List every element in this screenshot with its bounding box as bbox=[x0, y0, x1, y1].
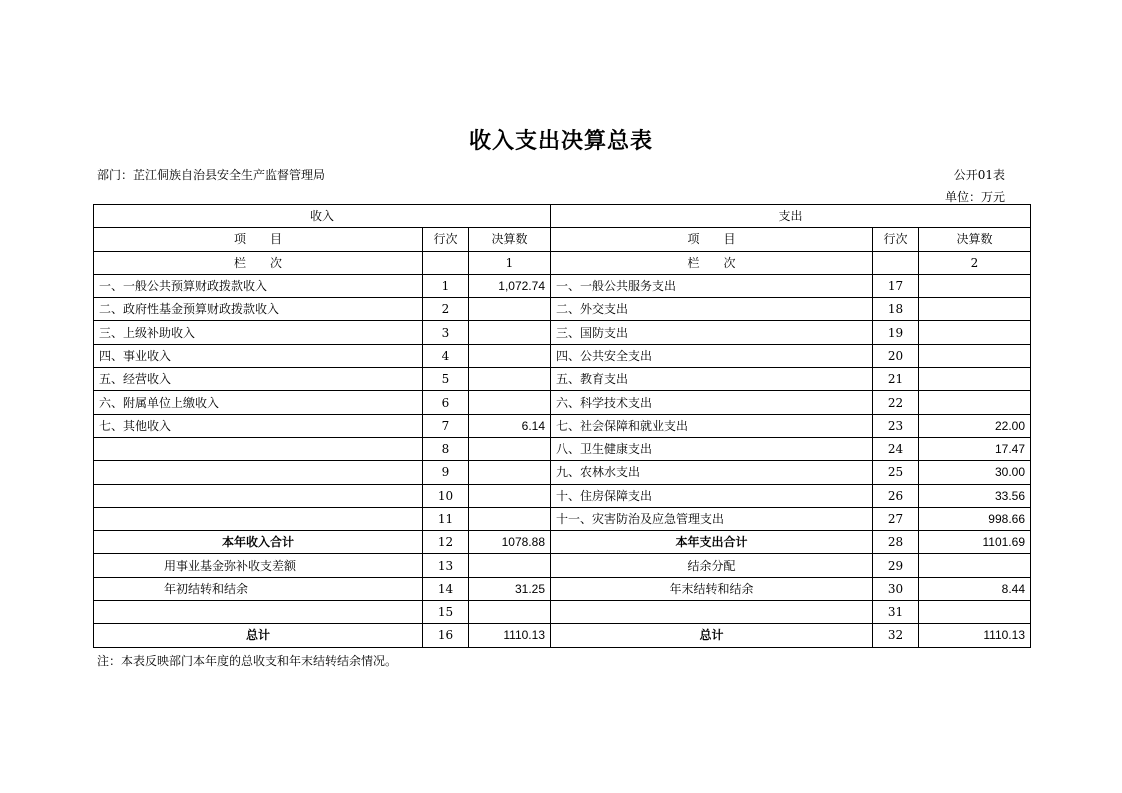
income-item: 总计 bbox=[94, 624, 423, 647]
expense-amount bbox=[919, 601, 1031, 624]
expense-line-number: 26 bbox=[873, 484, 919, 507]
expense-item: 总计 bbox=[551, 624, 873, 647]
income-amount: 1,072.74 bbox=[469, 274, 551, 297]
income-amount: 31.25 bbox=[469, 577, 551, 600]
income-amount bbox=[469, 507, 551, 530]
form-number: 公开01表 bbox=[953, 168, 1005, 182]
income-amount bbox=[469, 601, 551, 624]
expense-amount bbox=[919, 391, 1031, 414]
table-row bbox=[94, 414, 1031, 437]
expense-line-number: 19 bbox=[873, 321, 919, 344]
expense-line-number: 23 bbox=[873, 414, 919, 437]
expense-amount-header: 决算数 bbox=[919, 228, 1031, 251]
expense-item: 六、科学技术支出 bbox=[551, 391, 873, 414]
footnote: 注：本表反映部门本年度的总收支和年末结转结余情况。 bbox=[97, 654, 398, 668]
income-amount bbox=[469, 484, 551, 507]
column-number-row bbox=[94, 251, 1031, 274]
income-amount bbox=[469, 437, 551, 460]
expense-item: 三、国防支出 bbox=[551, 321, 873, 344]
income-line-number: 12 bbox=[423, 531, 469, 554]
income-amount bbox=[469, 298, 551, 321]
income-item bbox=[94, 507, 423, 530]
income-line-number: 4 bbox=[423, 344, 469, 367]
income-amount: 1078.88 bbox=[469, 531, 551, 554]
income-line-number: 11 bbox=[423, 507, 469, 530]
income-item: 六、附属单位上缴收入 bbox=[94, 391, 423, 414]
income-line-number: 10 bbox=[423, 484, 469, 507]
grand-total-row bbox=[94, 624, 1031, 647]
income-amount-header: 决算数 bbox=[469, 228, 551, 251]
income-line-number: 5 bbox=[423, 368, 469, 391]
income-line-number: 16 bbox=[423, 624, 469, 647]
income-line-number: 3 bbox=[423, 321, 469, 344]
expense-amount bbox=[919, 368, 1031, 391]
expense-item: 一、一般公共服务支出 bbox=[551, 274, 873, 297]
expense-line-number: 31 bbox=[873, 601, 919, 624]
income-line-number: 8 bbox=[423, 437, 469, 460]
income-item bbox=[94, 437, 423, 460]
expense-item: 八、卫生健康支出 bbox=[551, 437, 873, 460]
expense-line-number: 18 bbox=[873, 298, 919, 321]
income-item bbox=[94, 484, 423, 507]
table-row bbox=[94, 321, 1031, 344]
income-amount bbox=[469, 321, 551, 344]
expense-item: 年末结转和结余 bbox=[551, 577, 873, 600]
expense-line-number: 32 bbox=[873, 624, 919, 647]
expense-amount: 22.00 bbox=[919, 414, 1031, 437]
income-item bbox=[94, 601, 423, 624]
expense-amount bbox=[919, 274, 1031, 297]
expense-line-number: 25 bbox=[873, 461, 919, 484]
table-row bbox=[94, 484, 1031, 507]
income-line-number: 7 bbox=[423, 414, 469, 437]
expense-header: 支出 bbox=[551, 205, 1031, 228]
expense-item: 七、社会保障和就业支出 bbox=[551, 414, 873, 437]
expense-item: 四、公共安全支出 bbox=[551, 344, 873, 367]
expense-item: 二、外交支出 bbox=[551, 298, 873, 321]
table-row bbox=[94, 461, 1031, 484]
expense-amount bbox=[919, 298, 1031, 321]
income-line-number: 14 bbox=[423, 577, 469, 600]
expense-line-number: 22 bbox=[873, 391, 919, 414]
table-row bbox=[94, 601, 1031, 624]
income-amount bbox=[469, 344, 551, 367]
report-title: 收入支出决算总表 bbox=[468, 129, 653, 154]
expense-amount bbox=[919, 344, 1031, 367]
empty-cell bbox=[423, 251, 469, 274]
expense-line-number: 24 bbox=[873, 437, 919, 460]
expense-amount: 1101.69 bbox=[919, 531, 1031, 554]
table-row bbox=[94, 368, 1031, 391]
expense-line-number: 27 bbox=[873, 507, 919, 530]
expense-amount: 8.44 bbox=[919, 577, 1031, 600]
unit-label: 单位：万元 bbox=[944, 190, 1005, 204]
income-amount bbox=[469, 554, 551, 577]
income-expense-table bbox=[93, 204, 1031, 648]
income-item: 四、事业收入 bbox=[94, 344, 423, 367]
expense-item: 十、住房保障支出 bbox=[551, 484, 873, 507]
expense-item: 结余分配 bbox=[551, 554, 873, 577]
income-column-label: 栏 次 bbox=[94, 251, 423, 274]
expense-item: 本年支出合计 bbox=[551, 531, 873, 554]
income-header: 收入 bbox=[94, 205, 551, 228]
expense-item bbox=[551, 601, 873, 624]
income-line-number: 9 bbox=[423, 461, 469, 484]
expense-amount: 17.47 bbox=[919, 437, 1031, 460]
income-amount: 6.14 bbox=[469, 414, 551, 437]
expense-item: 九、农林水支出 bbox=[551, 461, 873, 484]
expense-line-number: 30 bbox=[873, 577, 919, 600]
income-amount bbox=[469, 368, 551, 391]
income-amount: 1110.13 bbox=[469, 624, 551, 647]
income-item: 二、政府性基金预算财政拨款收入 bbox=[94, 298, 423, 321]
expense-column-number: 2 bbox=[919, 251, 1031, 274]
header-row-sections bbox=[94, 205, 1031, 228]
income-line-number: 6 bbox=[423, 391, 469, 414]
expense-amount: 1110.13 bbox=[919, 624, 1031, 647]
expense-line-number: 28 bbox=[873, 531, 919, 554]
income-item: 本年收入合计 bbox=[94, 531, 423, 554]
expense-line-number: 21 bbox=[873, 368, 919, 391]
header-row-columns bbox=[94, 228, 1031, 251]
income-item: 年初结转和结余 bbox=[94, 577, 423, 600]
income-amount bbox=[469, 391, 551, 414]
year-total-row bbox=[94, 531, 1031, 554]
expense-item-header: 项 目 bbox=[551, 228, 873, 251]
expense-column-label: 栏 次 bbox=[551, 251, 873, 274]
expense-amount bbox=[919, 554, 1031, 577]
table-row bbox=[94, 274, 1031, 297]
expense-line-number: 20 bbox=[873, 344, 919, 367]
expense-item: 五、教育支出 bbox=[551, 368, 873, 391]
table-row bbox=[94, 298, 1031, 321]
income-item-header: 项 目 bbox=[94, 228, 423, 251]
income-item: 七、其他收入 bbox=[94, 414, 423, 437]
table-row bbox=[94, 344, 1031, 367]
income-line-number: 15 bbox=[423, 601, 469, 624]
expense-amount: 998.66 bbox=[919, 507, 1031, 530]
table-row bbox=[94, 507, 1031, 530]
table-row bbox=[94, 391, 1031, 414]
expense-line-header: 行次 bbox=[873, 228, 919, 251]
income-item: 用事业基金弥补收支差额 bbox=[94, 554, 423, 577]
income-line-number: 13 bbox=[423, 554, 469, 577]
table-row bbox=[94, 554, 1031, 577]
income-item bbox=[94, 461, 423, 484]
table-row bbox=[94, 437, 1031, 460]
department-label: 部门：芷江侗族自治县安全生产监督管理局 bbox=[97, 168, 326, 182]
income-item: 三、上级补助收入 bbox=[94, 321, 423, 344]
expense-amount: 33.56 bbox=[919, 484, 1031, 507]
income-line-number: 1 bbox=[423, 274, 469, 297]
income-column-number: 1 bbox=[469, 251, 551, 274]
expense-line-number: 17 bbox=[873, 274, 919, 297]
income-line-number: 2 bbox=[423, 298, 469, 321]
income-line-header: 行次 bbox=[423, 228, 469, 251]
expense-item: 十一、灾害防治及应急管理支出 bbox=[551, 507, 873, 530]
expense-line-number: 29 bbox=[873, 554, 919, 577]
expense-amount bbox=[919, 321, 1031, 344]
income-item: 五、经营收入 bbox=[94, 368, 423, 391]
empty-cell bbox=[873, 251, 919, 274]
income-amount bbox=[469, 461, 551, 484]
expense-amount: 30.00 bbox=[919, 461, 1031, 484]
income-item: 一、一般公共预算财政拨款收入 bbox=[94, 274, 423, 297]
table-row bbox=[94, 577, 1031, 600]
